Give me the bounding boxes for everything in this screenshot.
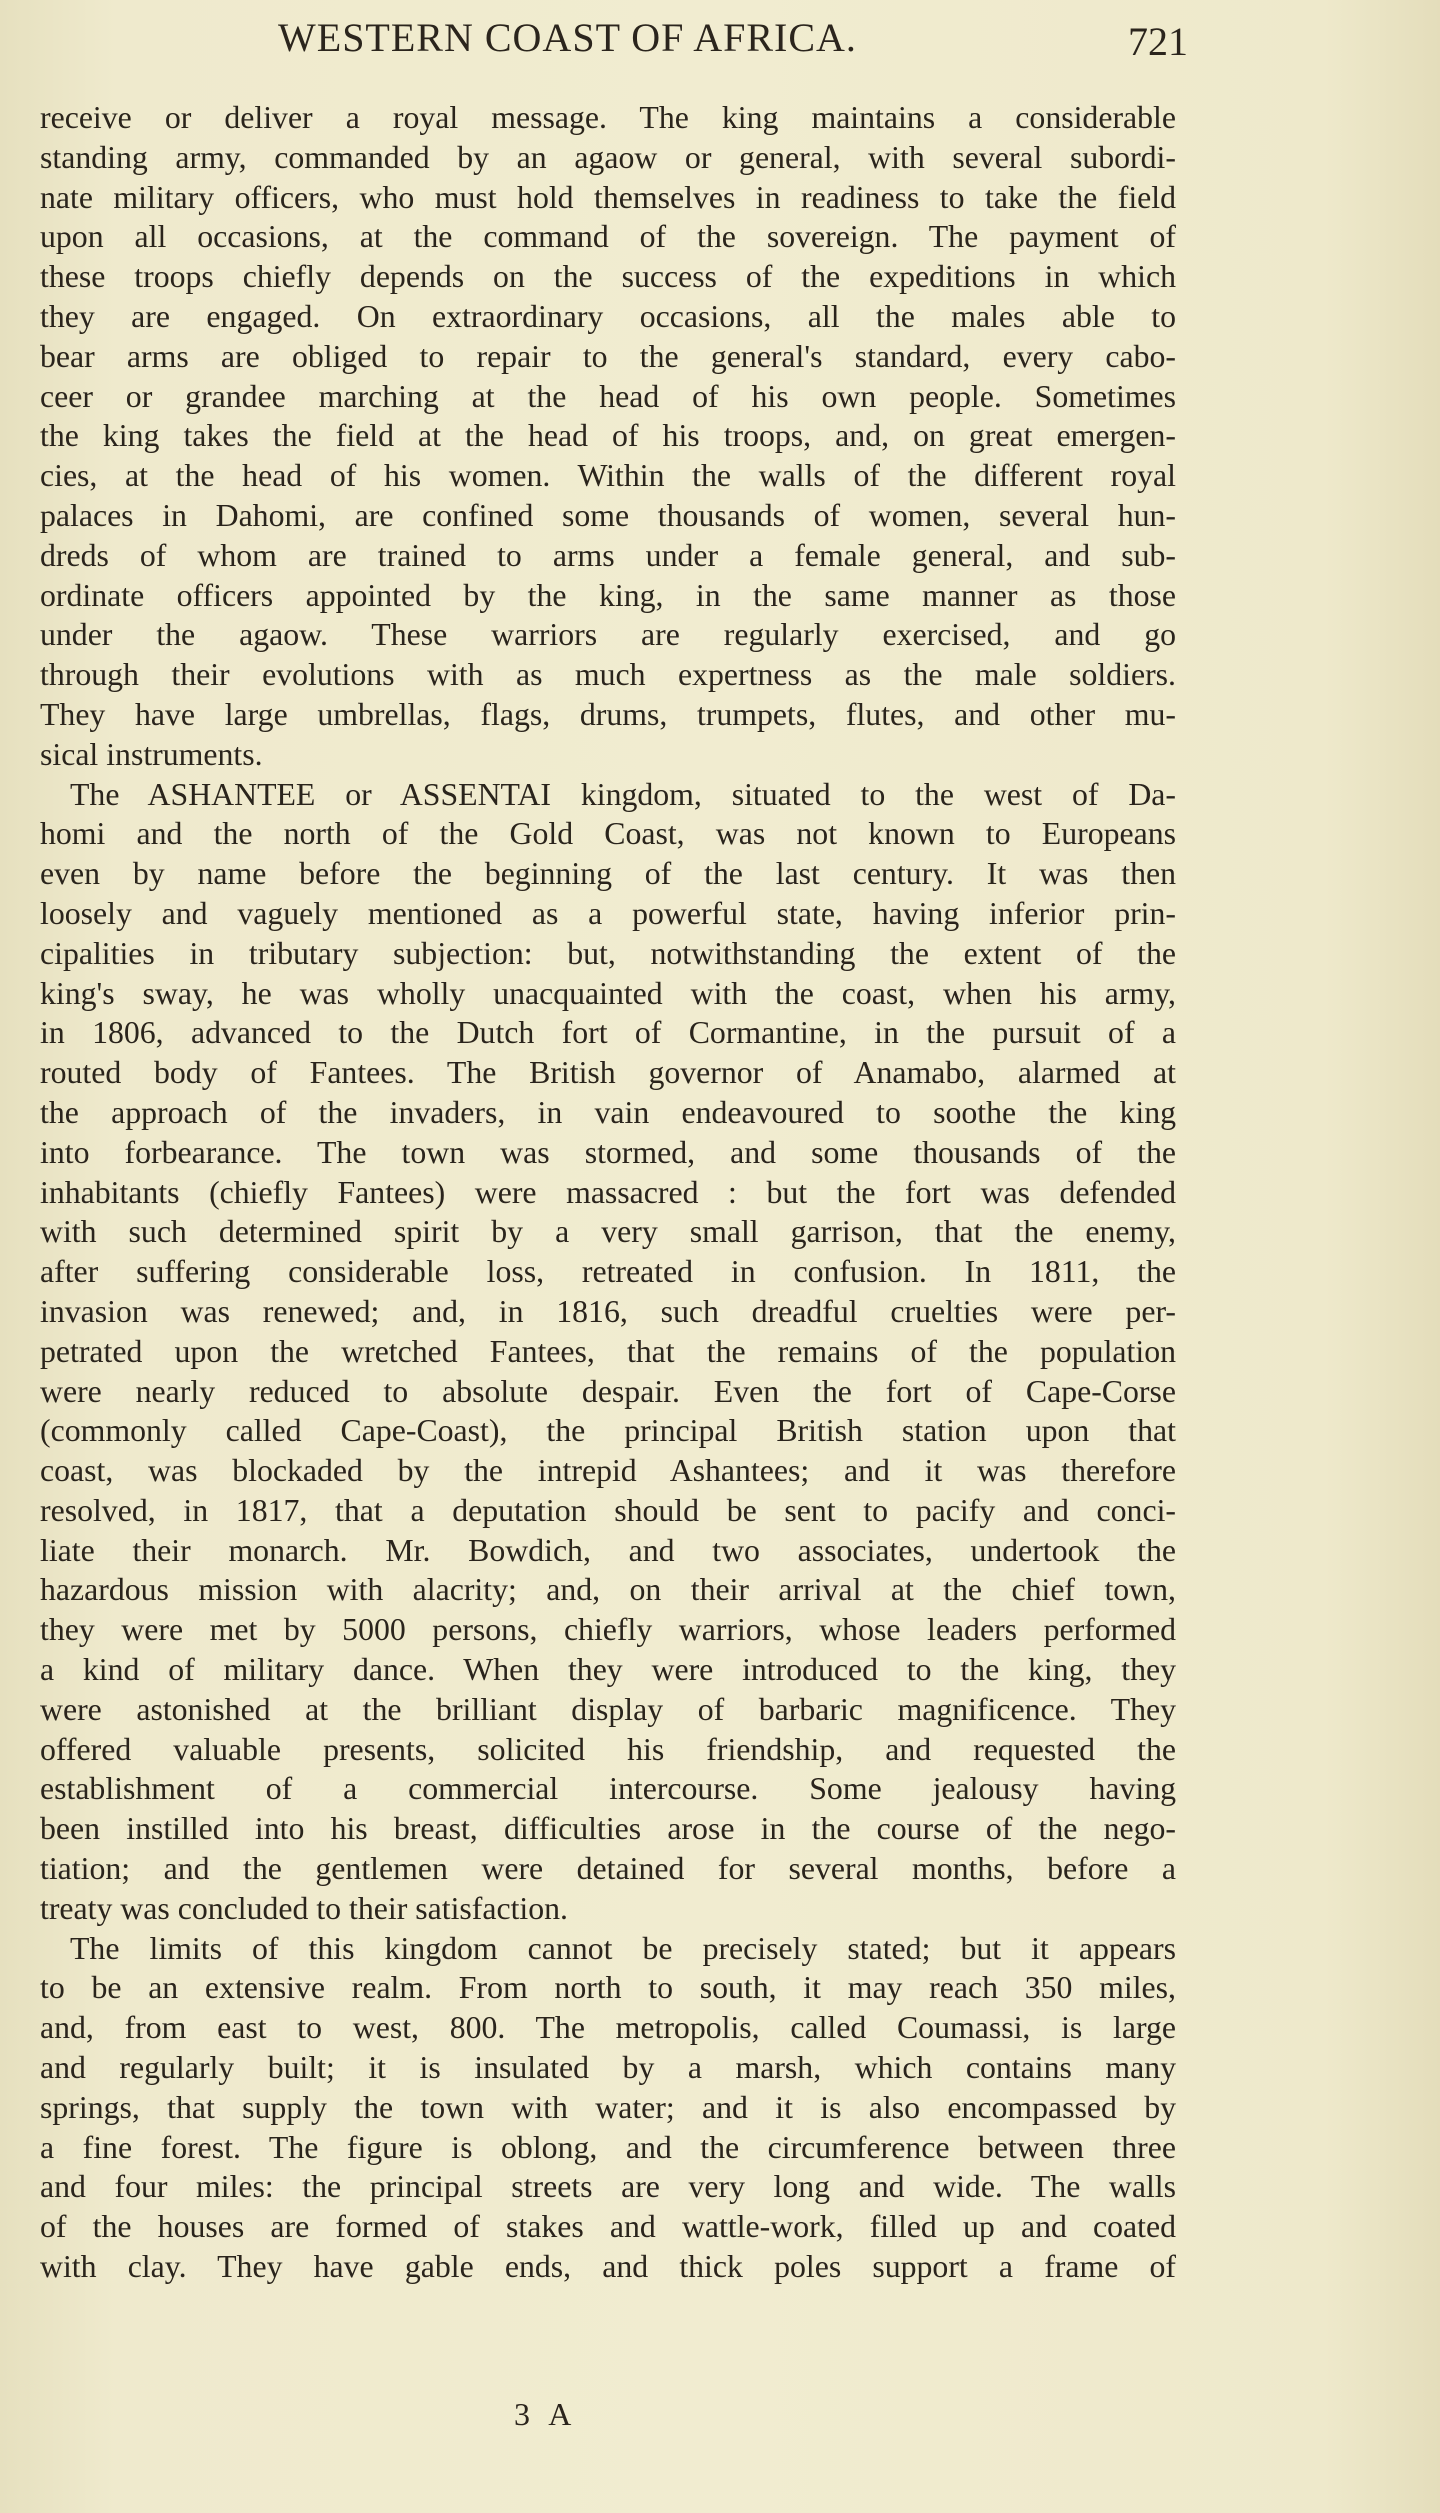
running-head	[40, 10, 1200, 68]
text-line: in 1806, advanced to the Dutch fort of Cormantine, in the pursuit of a	[40, 1015, 1176, 1051]
text-line: a fine forest. The figure is oblong, and the circumference between three	[40, 2129, 1176, 2165]
text-line: treaty was concluded to their satisfaction.	[40, 1890, 569, 1926]
text-line: with such determined spirit by a very small garrison, that the enemy,	[40, 1214, 1176, 1250]
text-line: were astonished at the brilliant display of barbaric magnificence. They	[40, 1691, 1176, 1727]
text-line: dreds of whom are trained to arms under a female general, and sub-	[40, 537, 1176, 573]
text-line: (commonly called Cape-Coast), the principal British station upon that	[40, 1413, 1176, 1449]
text-line: been instilled into his breast, difficulties arose in the course of the nego-	[40, 1811, 1176, 1847]
text-line: were nearly reduced to absolute despair. Even the fort of Cape-Corse	[40, 1373, 1176, 1409]
text-line: nate military officers, who must hold themselves in readiness to take the field	[40, 179, 1176, 215]
text-line: They have large umbrellas, flags, drums, trumpets, flutes, and other mu-	[40, 696, 1176, 732]
text-line: tiation; and the gentlemen were detained for several months, before a	[40, 1851, 1176, 1887]
text-line: cies, at the head of his women. Within the walls of the different royal	[40, 458, 1176, 494]
text-line: upon all occasions, at the command of the sovereign. The payment of	[40, 219, 1176, 255]
text-line: and four miles: the principal streets are very long and wide. The walls	[40, 2169, 1176, 2205]
body-text	[40, 98, 1176, 2287]
text-line: even by name before the beginning of the last century. It was then	[40, 856, 1176, 892]
text-line: liate their monarch. Mr. Bowdich, and two associates, undertook the	[40, 1532, 1176, 1568]
text-line: and regularly built; it is insulated by a marsh, which contains many	[40, 2050, 1176, 2086]
text-line: these troops chiefly depends on the success of the expeditions in which	[40, 259, 1176, 295]
text-line: the approach of the invaders, in vain endeavoured to soothe the king	[40, 1094, 1176, 1130]
text-line: petrated upon the wretched Fantees, that the remains of the population	[40, 1333, 1176, 1369]
text-line: ordinate officers appointed by the king, in the same manner as those	[40, 577, 1176, 613]
text-line: after suffering considerable loss, retreated in confusion. In 1811, the	[40, 1254, 1176, 1290]
text-line: palaces in Dahomi, are confined some thousands of women, several hun-	[40, 497, 1176, 533]
text-line: sical instruments.	[40, 736, 263, 772]
text-line: resolved, in 1817, that a deputation should be sent to pacify and conci-	[40, 1492, 1176, 1528]
text-line: coast, was blockaded by the intrepid Ashantees; and it was therefore	[40, 1453, 1176, 1489]
text-line: homi and the north of the Gold Coast, was not known to Europeans	[40, 816, 1176, 852]
text-line: cipalities in tributary subjection: but, notwithstanding the extent of the	[40, 935, 1176, 971]
text-line: hazardous mission with alacrity; and, on their arrival at the chief town,	[40, 1572, 1176, 1608]
signature-mark: 3 A	[514, 2396, 578, 2432]
text-line: bear arms are obliged to repair to the general's standard, every cabo-	[40, 338, 1176, 374]
text-line: receive or deliver a royal message. The king maintains a considerable	[40, 100, 1176, 135]
text-line: The ASHANTEE or ASSENTAI kingdom, situated to the west of Da-	[70, 776, 1176, 812]
text-line: The limits of this kingdom cannot be precisely stated; but it appears	[70, 1930, 1176, 1966]
page-number: 721	[1128, 19, 1188, 64]
text-line: under the agaow. These warriors are regularly exercised, and go	[40, 617, 1176, 653]
text-line: springs, that supply the town with water; and it is also encompassed by	[40, 2089, 1176, 2125]
text-line: loosely and vaguely mentioned as a powerful state, having inferior prin-	[40, 895, 1176, 931]
text-line: into forbearance. The town was stormed, and some thousands of the	[40, 1134, 1176, 1170]
text-line: offered valuable presents, solicited his friendship, and requested the	[40, 1731, 1176, 1767]
text-line: ceer or grandee marching at the head of his own people. Sometimes	[40, 378, 1176, 414]
running-title: WESTERN COAST OF AFRICA.	[278, 15, 857, 60]
text-line: inhabitants (chiefly Fantees) were massacred : but the fort was defended	[40, 1174, 1176, 1210]
text-line: through their evolutions with as much expertness as the male soldiers.	[40, 657, 1176, 693]
text-line: and, from east to west, 800. The metropolis, called Coumassi, is large	[40, 2010, 1176, 2046]
text-line: they are engaged. On extraordinary occasions, all the males able to	[40, 298, 1176, 334]
text-line: establishment of a commercial intercourse. Some jealousy having	[40, 1771, 1176, 1807]
text-line: king's sway, he was wholly unacquainted with the coast, when his army,	[40, 975, 1176, 1011]
text-line: with clay. They have gable ends, and thick poles support a frame of	[40, 2249, 1176, 2285]
text-line: the king takes the field at the head of his troops, and, on great emergen-	[40, 418, 1176, 454]
text-line: a kind of military dance. When they were introduced to the king, they	[40, 1652, 1176, 1688]
text-line: they were met by 5000 persons, chiefly warriors, whose leaders performed	[40, 1612, 1176, 1648]
text-line: to be an extensive realm. From north to south, it may reach 350 miles,	[40, 1970, 1176, 2006]
text-line: routed body of Fantees. The British governor of Anamabo, alarmed at	[40, 1055, 1176, 1091]
text-line: standing army, commanded by an agaow or general, with several subordi-	[40, 139, 1176, 175]
text-line: invasion was renewed; and, in 1816, such dreadful cruelties were per-	[40, 1293, 1176, 1329]
text-line: of the houses are formed of stakes and wattle-work, filled up and coated	[40, 2209, 1176, 2245]
